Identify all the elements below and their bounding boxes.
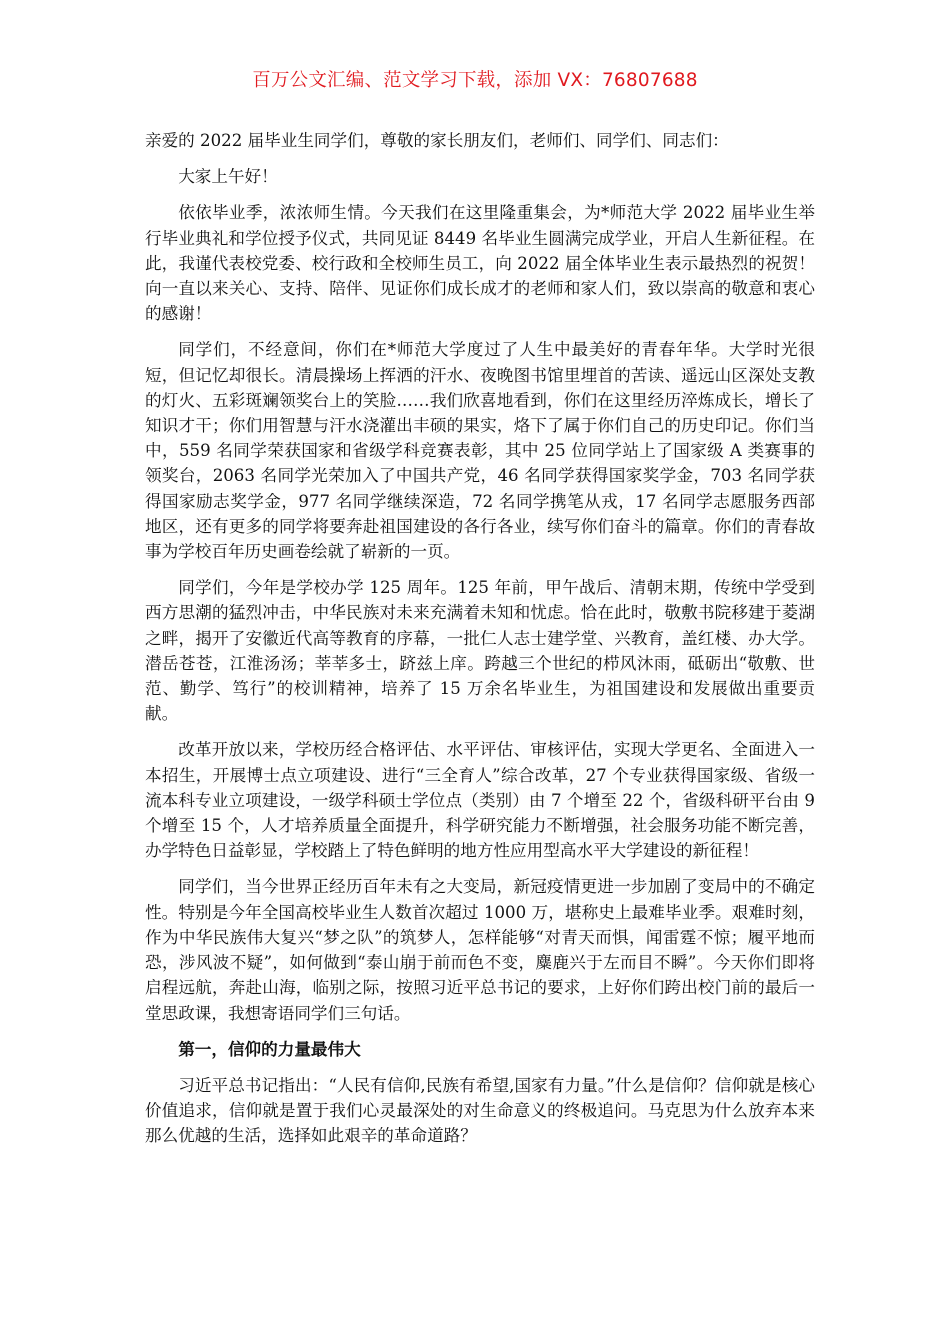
promo-banner: 百万公文汇编、范文学习下载，添加 VX：76807688: [252, 70, 698, 91]
paragraph: 依依毕业季，浓浓师生情。今天我们在这里隆重集会，为*师范大学 2022 届毕业生举行毕业典礼和学位授予仪式，共同见证 8449 名毕业生圆满完成学业，开启人生新征程。在此，我谨代表校党委、校行政和全校师生员工，向 2022 届全体毕业生表示最热烈的祝贺！向一直以来关心、支持、陪伴、见证你们成长成才的老师和家人们，致以崇高的敬意和衷心的感谢！: [145, 203, 815, 324]
salutation: 亲爱的 2022 届毕业生同学们，尊敬的家长朋友们，老师们、同学们、同志们：: [145, 131, 729, 150]
greeting: 大家上午好！: [178, 167, 278, 187]
paragraph: 同学们，不经意间，你们在*师范大学度过了人生中最美好的青春年华。大学时光很短，但记忆却很长。清晨操场上挥洒的汗水、夜晚图书馆里埋首的苦读、遥远山区深处支教的灯火、五彩斑斓领奖台上的笑脸……我们欣喜地看到，你们在这里经历淬炼成长，增长了知识才干；你们用智慧与汗水浇灌出丰硕的果实，烙下了属于你们自己的历史印记。你们当中，559 名同学荣获国家和省级学科竞赛表彰，其中 25 位同学站上了国家级 A 类赛事的领奖台，2063 名同学光荣加入了中国共产党，46 名同学获得国家奖学金，703 名同学获得国家励志奖学金，977 名同学继续深造，72 名同学携笔从戎，17 名同学志愿服务西部地区，还有更多的同学将要奔赴祖国建设的各行各业，续写你们奋斗的篇章。你们的青春故事为学校百年历史画卷绘就了崭新的一页。: [145, 340, 815, 562]
document-body: [145, 128, 815, 1160]
paragraph: 习近平总书记指出：“人民有信仰,民族有希望,国家有力量。”什么是信仰？信仰就是核心价值追求，信仰就是置于我们心灵最深处的对生命意义的终极追问。马克思为什么放弃本来那么优越的生活，选择如此艰辛的革命道路？: [145, 1075, 815, 1146]
paragraph: 改革开放以来，学校历经合格评估、水平评估、审核评估，实现大学更名、全面进入一本招生，开展博士点立项建设、进行“三全育人”综合改革，27 个专业获得国家级、省级一流本科专业立项建设，一级学科硕士学位点（类别）由 7 个增至 22 个，省级科研平台由 9 个增至 15 个，人才培养质量全面提升，科学研究能力不断增强，社会服务功能不断完善，办学特色日益彰显，学校踏上了特色鲜明的地方性应用型高水平大学建设的新征程！: [145, 740, 815, 861]
section-heading: 第一，信仰的力量最伟大: [178, 1039, 361, 1059]
paragraph: 同学们，当今世界正经历百年未有之大变局，新冠疫情更进一步加剧了变局中的不确定性。特别是今年全国高校毕业生人数首次超过 1000 万，堪称史上最难毕业季。艰难时刻，作为中华民族伟大复兴“梦之队”的筑梦人，怎样能够“对青天而惧，闻雷霆不惊；履平地而恐，涉风波不疑”，如何做到“泰山崩于前而色不变，麋鹿兴于左而目不瞬”。今天你们即将启程远航，奔赴山海，临别之际，按照习近平总书记的要求，上好你们跨出校门前的最后一堂思政课，我想寄语同学们三句话。: [145, 877, 815, 1023]
paragraph: 同学们，今年是学校办学 125 周年。125 年前，甲午战后、清朝末期，传统中学受到西方思潮的猛烈冲击，中华民族对未来充满着未知和忧虑。恰在此时，敬敷书院移建于菱湖之畔，揭开了安徽近代高等教育的序幕，一批仁人志士建学堂、兴教育，盖红楼、办大学。潜岳苍苍，江淮汤汤；莘莘多士，跻兹上庠。跨越三个世纪的栉风沐雨，砥砺出“敬敷、世范、勤学、笃行”的校训精神，培养了 15 万余名毕业生，为祖国建设和发展做出重要贡献。: [145, 578, 815, 724]
